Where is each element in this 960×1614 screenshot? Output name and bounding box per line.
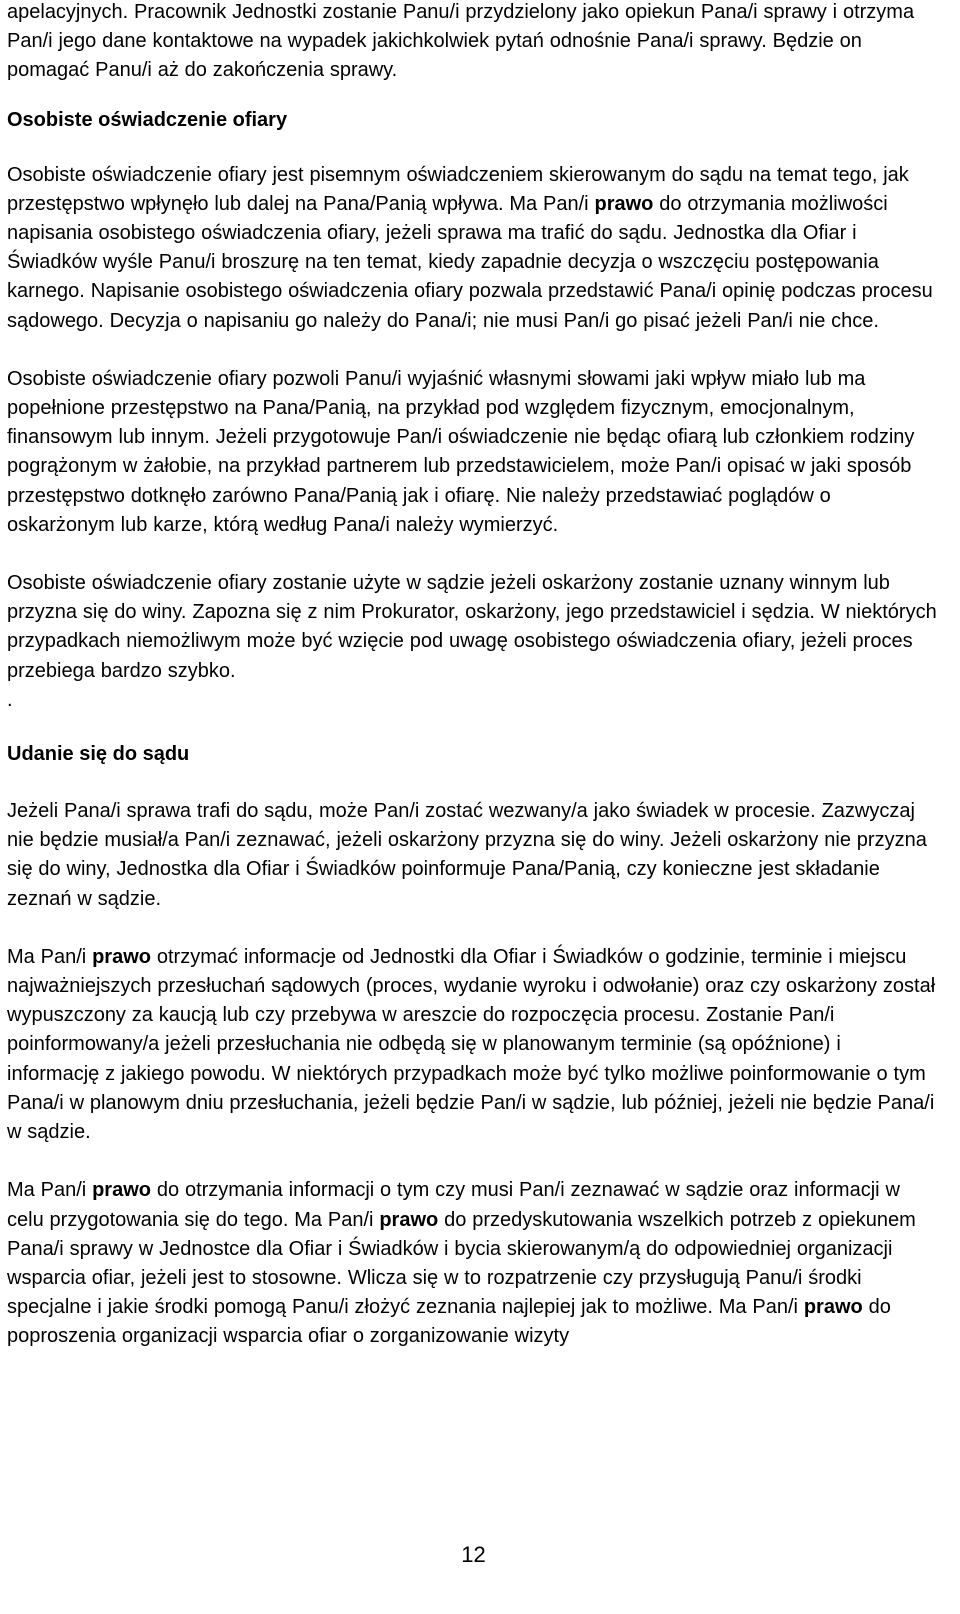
court-paragraph-2 bbox=[7, 943, 937, 1147]
text-run: do otrzymania informacji o tym czy musi Pan/i zeznawać w sądzie oraz informacji w celu przygotowania się do tego. Ma Pan/i bbox=[7, 1179, 900, 1231]
victim-statement-paragraph-1 bbox=[7, 161, 937, 336]
right-emphasis: prawo bbox=[379, 1208, 439, 1231]
court-paragraph-1: Jeżeli Pana/i sprawa trafi do sądu, może Pan/i zostać wezwany/a jako świadek w procesie. Zazwyczaj nie będzie musiał/a Pan/i zeznawać, jeżeli oskarżony przyzna się do winy. Jeżeli oskarżony nie przyzna się do winy, Jednostka dla Ofiar i Świadków poinformuje Pana/Panią, czy konieczne jest składanie zeznań w sądzie. bbox=[7, 800, 927, 910]
right-emphasis: prawo bbox=[594, 192, 654, 215]
intro-paragraph: apelacyjnych. Pracownik Jednostki zostanie Panu/i przydzielony jako opiekun Pana/i sprawy i otrzyma Pan/i jego dane kontaktowe na wypadek jakichkolwiek pytań odnośnie Pana/i sprawy. Będzie on pomagać Panu/i aż do zakończenia sprawy. bbox=[7, 1, 915, 82]
section-heading-going-to-court: Udanie się do sądu bbox=[7, 743, 190, 766]
victim-statement-paragraph-3: Osobiste oświadczenie ofiary zostanie użyte w sądzie jeżeli oskarżony zostanie uznany winnym lub przyzna się do winy. Zapozna się z nim Prokurator, oskarżony, jego przedstawiciel i sędzia. W niektórych przypadkach niemożliwym może być wzięcie pod uwagę osobistego oświadczenia ofiary, jeżeli proces przebiega bardzo szybko. bbox=[7, 572, 937, 682]
right-emphasis: prawo bbox=[92, 1179, 151, 1202]
text-run: Ma Pan/i bbox=[7, 945, 93, 968]
text-run: do przedyskutowania wszelkich potrzeb z opiekunem Pana/i sprawy w Jednostce dla Ofiar i Świadków i bycia skierowanym/ą do odpowiedniej organizacji wsparcia ofiar, jeżeli jest to stosowne. Wlicza się w to rozpatrzenie czy przysługują Panu/i środki specjalne i jakie środki pomogą Panu/i złożyć zeznania najlepiej jak to możliwe. Ma Pan/i bbox=[7, 1208, 916, 1319]
text-run: do otrzymania możliwości napisania osobistego oświadczenia ofiary, jeżeli sprawa ma trafić do sądu. Jednostka dla Ofiar i Świadków wyśle Panu/i broszurę na ten temat, kiedy zapadnie decyzja o wszczęciu postępowania karnego. Napisanie osobistego oświadczenia ofiary pozwala przedstawić Pana/i opinię podczas procesu sądowego. Decyzja o napisaniu go należy do Pana/i; nie musi Pan/i go pisać jeżeli Pan/i nie chce. bbox=[7, 192, 933, 332]
victim-statement-paragraph-2: Osobiste oświadczenie ofiary pozwoli Panu/i wyjaśnić własnymi słowami jaki wpływ miało lub ma popełnione przestępstwo na Pana/Panią, na przykład pod względem fizycznym, emocjonalnym, finansowym lub innym. Jeżeli przygotowuje Pan/i oświadczenie nie będąc ofiarą lub członkiem rodziny pogrążonym w żałobie, na przykład partnerem lub przedstawicielem, może Pan/i opisać w jaki sposób przestępstwo dotknęło zarówno Pana/Panią jak i ofiarę. Nie należy przedstawiać poglądów o oskarżonym lub karze, którą według Pana/i należy wymierzyć. bbox=[7, 367, 915, 536]
section-heading-victim-statement: Osobiste oświadczenie ofiary bbox=[7, 108, 288, 131]
right-emphasis: prawo bbox=[92, 945, 151, 968]
court-paragraph-3 bbox=[7, 1176, 937, 1351]
text-run: do poproszenia organizacji wsparcia ofiar o zorganizowanie wizyty bbox=[7, 1296, 891, 1348]
text-run: Ma Pan/i bbox=[7, 1179, 93, 1202]
page-number: 12 bbox=[461, 1542, 486, 1567]
text-run: Osobiste oświadczenie ofiary jest pisemnym oświadczeniem skierowanym do sądu na temat tego, jak przestępstwo wpłynęło lub dalej na Pana/Panią wpływa. Ma Pan/i bbox=[7, 163, 909, 215]
right-emphasis: prawo bbox=[803, 1296, 863, 1319]
document-page bbox=[7, 0, 937, 1352]
text-run: otrzymać informacje od Jednostki dla Ofiar i Świadków o godzinie, terminie i miejscu najważniejszych przesłuchań sądowych (proces, wydanie wyroku i odwołanie) oraz czy oskarżony został wypuszczony za kaucją lub czy przebywa w areszcie do rozpoczęcia procesu. Zostanie Pan/i poinformowany/a jeżeli przesłuchania nie odbędą się w planowanym terminie (są opóźnione) i informację z jakiego powodu. W niektórych przypadkach może być tylko możliwe poinformowanie o tym Pana/i w planowym dniu przesłuchania, jeżeli będzie Pan/i w sądzie, lub później, jeżeli nie będzie Pana/i w sądzie. bbox=[7, 945, 936, 1144]
stray-dot: . bbox=[7, 688, 13, 711]
